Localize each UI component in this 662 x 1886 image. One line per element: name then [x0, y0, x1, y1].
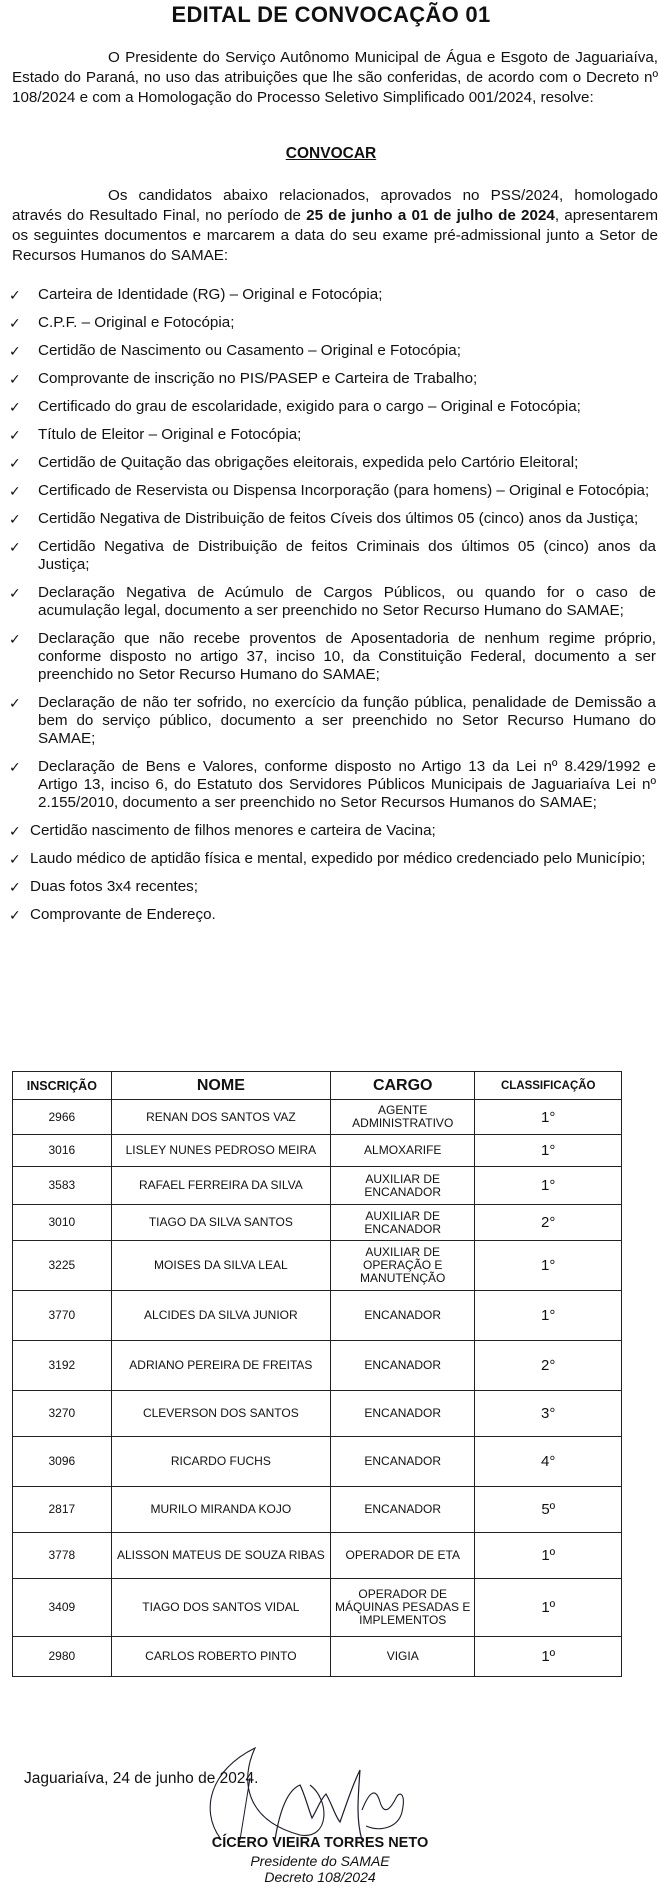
- table-row: [13, 1391, 622, 1437]
- document-item: [0, 630, 662, 684]
- cell-nome: RENAN DOS SANTOS VAZ: [111, 1100, 330, 1135]
- checkmark-icon: ✓: [9, 879, 21, 895]
- document-item: [0, 850, 662, 868]
- checkmark-icon: ✓: [9, 585, 21, 601]
- table-row: [13, 1135, 622, 1167]
- table-row: [13, 1241, 622, 1291]
- document-item: [0, 878, 662, 896]
- signer-decree: Decreto 108/2024: [264, 1869, 376, 1885]
- document-item-text: C.P.F. – Original e Fotocópia;: [38, 314, 235, 331]
- signer-name: CÍCERO VIEIRA TORRES NETO: [211, 1835, 429, 1851]
- cell-classificacao: 1°: [475, 1241, 622, 1291]
- cell-nome: ALCIDES DA SILVA JUNIOR: [111, 1291, 330, 1341]
- cell-nome: MURILO MIRANDA KOJO: [111, 1487, 330, 1533]
- cell-cargo: ENCANADOR: [331, 1391, 475, 1437]
- cell-nome: CARLOS ROBERTO PINTO: [111, 1637, 330, 1677]
- candidates-table: [12, 1071, 622, 1677]
- document-item: [0, 758, 662, 812]
- cell-classificacao: 3°: [475, 1391, 622, 1437]
- document-item: [0, 286, 662, 304]
- cell-cargo: ENCANADOR: [331, 1341, 475, 1391]
- cell-cargo: AGENTE ADMINISTRATIVO: [331, 1100, 475, 1135]
- cell-classificacao: 5º: [475, 1487, 622, 1533]
- document-item-text: Certificado do grau de escolaridade, exigido para o cargo – Original e Fotocópia;: [38, 398, 581, 415]
- checkmark-icon: ✓: [9, 343, 21, 359]
- document-item-text: Comprovante de Endereço.: [30, 906, 216, 923]
- cell-nome: ADRIANO PEREIRA DE FREITAS: [111, 1341, 330, 1391]
- document-item-text: Declaração de Bens e Valores, conforme disposto no Artigo 13 da Lei nº 8.429/1992 e Artigo 13, inciso 6, do Estatuto dos Servidores Públicos Municipais de Jaguariaíva Lei nº 2.155/2010, documento a ser preenchido no Setor Recursos Humanos do SAMAE;: [38, 758, 656, 811]
- cell-classificacao: 1º: [475, 1533, 622, 1579]
- cell-nome: TIAGO DOS SANTOS VIDAL: [111, 1579, 330, 1637]
- body-paragraph: [12, 186, 658, 266]
- document-item-text: Laudo médico de aptidão física e mental, expedido por médico credenciado pelo Município;: [30, 850, 646, 867]
- cell-cargo: VIGIA: [331, 1637, 475, 1677]
- document-item: [0, 370, 662, 388]
- cell-inscricao: 2980: [13, 1637, 112, 1677]
- cell-nome: CLEVERSON DOS SANTOS: [111, 1391, 330, 1437]
- table-row: [13, 1205, 622, 1241]
- document-item: [0, 342, 662, 360]
- required-documents-list: [0, 286, 662, 934]
- cell-cargo: ENCANADOR: [331, 1291, 475, 1341]
- cell-inscricao: 3770: [13, 1291, 112, 1341]
- document-item: [0, 398, 662, 416]
- document-item-text: Título de Eleitor – Original e Fotocópia;: [38, 426, 302, 443]
- cell-classificacao: 1°: [475, 1135, 622, 1167]
- document-title: EDITAL DE CONVOCAÇÃO 01: [171, 2, 491, 27]
- checkmark-icon: ✓: [9, 907, 21, 923]
- convocar-heading: CONVOCAR: [285, 145, 377, 162]
- cell-nome: RICARDO FUCHS: [111, 1437, 330, 1487]
- signature-scribble: [180, 1690, 440, 1840]
- cell-inscricao: 3225: [13, 1241, 112, 1291]
- cell-classificacao: 4°: [475, 1437, 622, 1487]
- document-item-text: Declaração Negativa de Acúmulo de Cargos Públicos, ou quando for o caso de acumulação legal, documento a ser preenchido no Setor Recurso Humano do SAMAE;: [38, 584, 656, 619]
- checkmark-icon: ✓: [9, 759, 21, 775]
- table-row: [13, 1291, 622, 1341]
- checkmark-icon: ✓: [9, 455, 21, 471]
- document-item: [0, 314, 662, 332]
- table-row: [13, 1100, 622, 1135]
- cell-cargo: AUXILIAR DE ENCANADOR: [331, 1167, 475, 1205]
- checkmark-icon: ✓: [9, 851, 21, 867]
- document-item-text: Declaração de não ter sofrido, no exercício da função pública, penalidade de Demissão a bem do serviço público, documento a ser preenchido no Setor Recurso Humano do SAMAE;: [38, 694, 656, 747]
- table-row: [13, 1341, 622, 1391]
- cell-nome: TIAGO DA SILVA SANTOS: [111, 1205, 330, 1241]
- document-item: [0, 426, 662, 444]
- document-item: [0, 584, 662, 620]
- place-and-date: Jaguariaíva, 24 de junho de 2024.: [24, 1770, 259, 1787]
- header-inscricao: INSCRIÇÃO: [13, 1072, 112, 1100]
- checkmark-icon: ✓: [9, 371, 21, 387]
- document-item: [0, 906, 662, 924]
- checkmark-icon: ✓: [9, 511, 21, 527]
- document-item: [0, 538, 662, 574]
- cell-nome: MOISES DA SILVA LEAL: [111, 1241, 330, 1291]
- cell-classificacao: 1°: [475, 1167, 622, 1205]
- table-row: [13, 1637, 622, 1677]
- cell-cargo: OPERADOR DE MÁQUINAS PESADAS E IMPLEMENTOS: [331, 1579, 475, 1637]
- header-cargo: CARGO: [331, 1072, 475, 1100]
- cell-inscricao: 3016: [13, 1135, 112, 1167]
- cell-cargo: AUXILIAR DE OPERAÇÃO E MANUTENÇÃO: [331, 1241, 475, 1291]
- document-item: [0, 822, 662, 840]
- document-item-text: Certidão de Nascimento ou Casamento – Original e Fotocópia;: [38, 342, 461, 359]
- table-row: [13, 1487, 622, 1533]
- checkmark-icon: ✓: [9, 823, 21, 839]
- cell-inscricao: 3778: [13, 1533, 112, 1579]
- document-item-text: Carteira de Identidade (RG) – Original e Fotocópia;: [38, 286, 383, 303]
- checkmark-icon: ✓: [9, 695, 21, 711]
- body-text-start: Os candidatos abaixo relacionados, aprovados no PSS/2024, homologado através do Resultado Final, no período de: [12, 187, 658, 224]
- document-item: [0, 454, 662, 472]
- checkmark-icon: ✓: [9, 315, 21, 331]
- document-item-text: Certidão de Quitação das obrigações eleitorais, expedida pelo Cartório Eleitoral;: [38, 454, 579, 471]
- body-text-end: , apresentarem os seguintes documentos e marcarem a data do seu exame pré-admissional junto a Setor de Recursos Humanos do SAMAE:: [12, 207, 659, 264]
- document-item-text: Duas fotos 3x4 recentes;: [30, 878, 198, 895]
- document-item: [0, 510, 662, 528]
- cell-classificacao: 1°: [475, 1291, 622, 1341]
- signer-role: Presidente do SAMAE: [250, 1853, 390, 1869]
- cell-inscricao: 2966: [13, 1100, 112, 1135]
- intro-paragraph: [12, 48, 658, 108]
- cell-nome: ALISSON MATEUS DE SOUZA RIBAS: [111, 1533, 330, 1579]
- cell-cargo: ENCANADOR: [331, 1437, 475, 1487]
- document-item: [0, 694, 662, 748]
- cell-inscricao: 2817: [13, 1487, 112, 1533]
- cell-inscricao: 3096: [13, 1437, 112, 1487]
- table-row: [13, 1533, 622, 1579]
- cell-cargo: AUXILIAR DE ENCANADOR: [331, 1205, 475, 1241]
- cell-inscricao: 3270: [13, 1391, 112, 1437]
- document-item-text: Certidão nascimento de filhos menores e carteira de Vacina;: [30, 822, 436, 839]
- table-row: [13, 1437, 622, 1487]
- document-item-text: Declaração que não recebe proventos de Aposentadoria de nenhum regime próprio, conforme disposto no artigo 37, inciso 10, da Constituição Federal, documento a ser preenchido no Setor Recurso Humano do SAMAE;: [38, 630, 656, 683]
- checkmark-icon: ✓: [9, 427, 21, 443]
- cell-inscricao: 3192: [13, 1341, 112, 1391]
- cell-inscricao: 3583: [13, 1167, 112, 1205]
- checkmark-icon: ✓: [9, 539, 21, 555]
- checkmark-icon: ✓: [9, 483, 21, 499]
- table-row: [13, 1167, 622, 1205]
- checkmark-icon: ✓: [9, 631, 21, 647]
- header-nome: NOME: [111, 1072, 330, 1100]
- document-item-text: Certidão Negativa de Distribuição de feitos Cíveis dos últimos 05 (cinco) anos da Justiça;: [38, 510, 639, 527]
- table-row: [13, 1579, 622, 1637]
- cell-nome: LISLEY NUNES PEDROSO MEIRA: [111, 1135, 330, 1167]
- table-header-row: [13, 1072, 622, 1100]
- document-item: [0, 482, 662, 500]
- cell-classificacao: 1º: [475, 1637, 622, 1677]
- intro-text: O Presidente do Serviço Autônomo Municipal de Água e Esgoto de Jaguariaíva, Estado do Paraná, no uso das atribuições que lhe são conferidas, de acordo com o Decreto nº 108/2024 e com a Homologação do Processo Seletivo Simplificado 001/2024, resolve:: [12, 49, 658, 106]
- cell-cargo: ALMOXARIFE: [331, 1135, 475, 1167]
- cell-inscricao: 3010: [13, 1205, 112, 1241]
- cell-classificacao: 1º: [475, 1579, 622, 1637]
- cell-classificacao: 1°: [475, 1100, 622, 1135]
- document-item-text: Certidão Negativa de Distribuição de feitos Criminais dos últimos 05 (cinco) anos da Justiça;: [38, 538, 656, 573]
- cell-nome: RAFAEL FERREIRA DA SILVA: [111, 1167, 330, 1205]
- cell-cargo: ENCANADOR: [331, 1487, 475, 1533]
- body-text-period: 25 de junho a 01 de julho de 2024: [306, 207, 555, 224]
- cell-inscricao: 3409: [13, 1579, 112, 1637]
- cell-cargo: OPERADOR DE ETA: [331, 1533, 475, 1579]
- checkmark-icon: ✓: [9, 287, 21, 303]
- header-classificacao: CLASSIFICAÇÃO: [475, 1072, 622, 1100]
- document-item-text: Comprovante de inscrição no PIS/PASEP e Carteira de Trabalho;: [38, 370, 478, 387]
- cell-classificacao: 2°: [475, 1205, 622, 1241]
- checkmark-icon: ✓: [9, 399, 21, 415]
- cell-classificacao: 2°: [475, 1341, 622, 1391]
- document-item-text: Certificado de Reservista ou Dispensa Incorporação (para homens) – Original e Fotocópia;: [38, 482, 650, 499]
